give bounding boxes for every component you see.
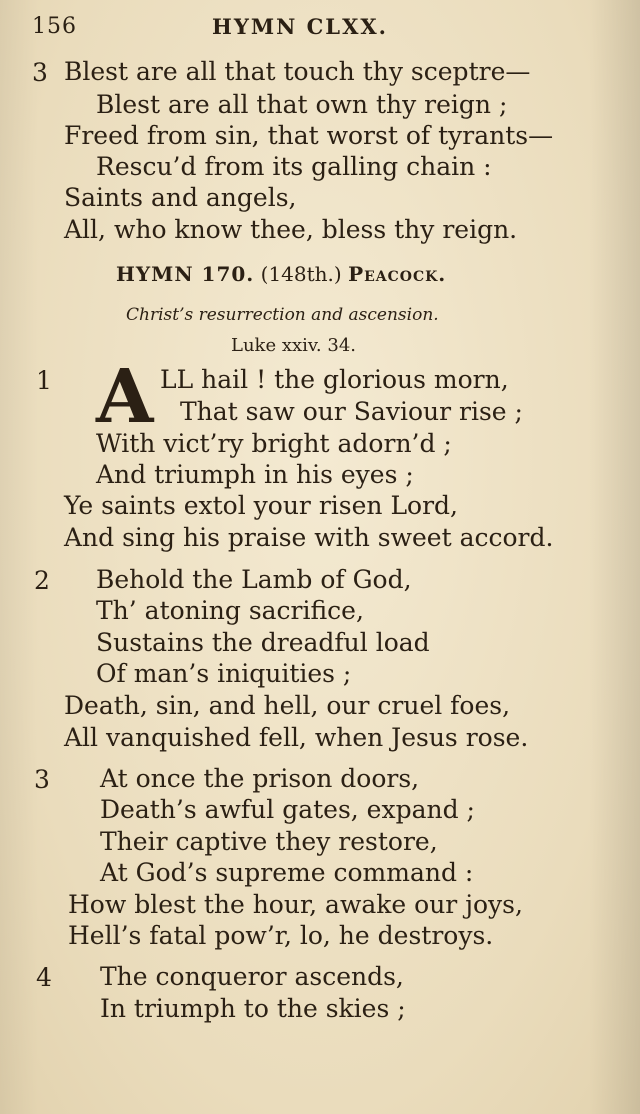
hymn-line: How blest the hour, awake our joys, (68, 890, 523, 919)
hymn-line: All vanquished fell, when Jesus rose. (64, 723, 529, 752)
hymn-line: Th’ atoning sacrifice, (96, 596, 364, 625)
hymn-line: Their captive they restore, (100, 827, 438, 856)
hymn-line: Behold the Lamb of God, (96, 565, 412, 594)
hymn-line: Sustains the dreadful load (96, 628, 430, 657)
hymn-line: In triumph to the skies ; (100, 994, 406, 1023)
hymn-line: All, who know thee, bless thy reign. (64, 215, 518, 244)
hymn-tune: Peacock. (348, 262, 447, 286)
stanza-number: 3 (32, 58, 48, 87)
hymn-line: At once the prison doors, (100, 764, 420, 793)
hymn-line: LL hail ! the glorious morn, (160, 365, 509, 394)
stanza-number: 2 (34, 566, 50, 595)
hymn-line: Blest are all that touch thy sceptre— (64, 57, 531, 86)
hymn-number: HYMN 170. (116, 262, 255, 286)
page-number: 156 (32, 14, 77, 39)
hymn-line: Hell’s fatal pow’r, lo, he destroys. (68, 921, 494, 950)
hymn-line: Death, sin, and hell, our cruel foes, (64, 691, 511, 720)
scripture-reference: Luke xxiv. 34. (231, 335, 356, 356)
hymn-line: And sing his praise with sweet accord. (64, 523, 554, 552)
hymn-subject: Christ’s resurrection and ascension. (126, 305, 439, 325)
stanza-number: 1 (36, 366, 52, 395)
hymn-line: Saints and angels, (64, 183, 297, 212)
hymn-meter: (148th.) (260, 262, 342, 286)
stanza-number: 3 (34, 765, 50, 794)
hymn-line: Blest are all that own thy reign ; (96, 90, 508, 119)
hymn-line: Of man’s iniquities ; (96, 659, 352, 688)
page-header (32, 14, 412, 50)
hymn-line: Ye saints extol your risen Lord, (64, 491, 459, 520)
hymn-line: At God’s supreme command : (100, 858, 474, 887)
hymn-line: The conqueror ascends, (100, 962, 404, 991)
hymn-line: And triumph in his eyes ; (96, 460, 414, 489)
stanza-number: 4 (36, 963, 52, 992)
hymn-heading (116, 262, 446, 286)
hymn-line: Rescu’d from its galling chain : (96, 152, 492, 181)
running-title: HYMN CLXX. (212, 14, 388, 39)
drop-cap: A (96, 354, 154, 440)
hymn-line: Death’s awful gates, expand ; (100, 795, 475, 824)
hymn-line: Freed from sin, that worst of tyrants— (64, 121, 554, 150)
hymn-line: That saw our Saviour rise ; (180, 397, 523, 426)
hymn-line: With vict’ry bright adorn’d ; (96, 429, 452, 458)
